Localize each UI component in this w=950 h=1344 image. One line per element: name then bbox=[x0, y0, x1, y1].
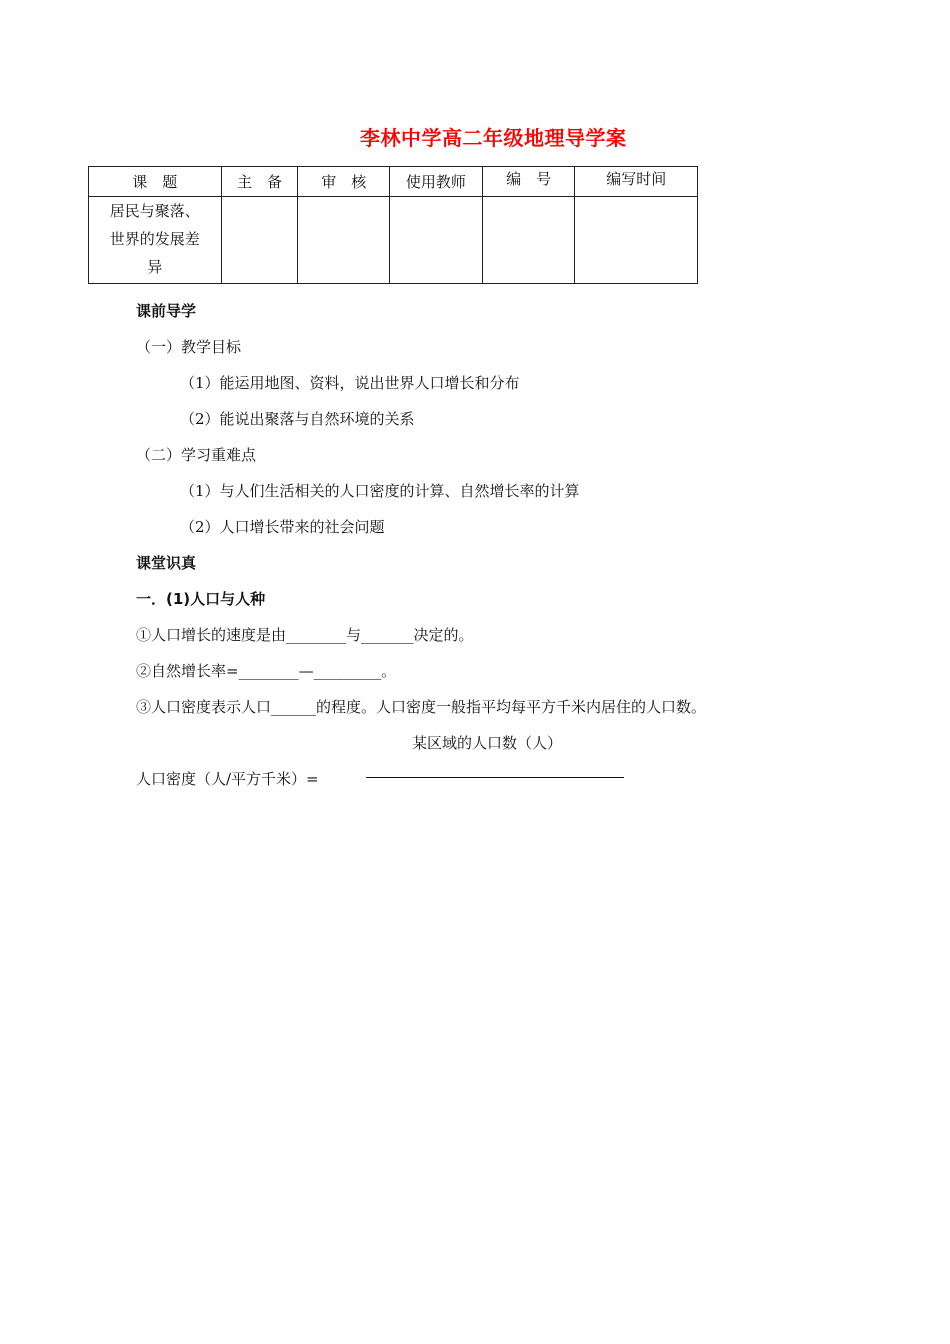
header-topic: 课 题 bbox=[89, 167, 222, 197]
fill-in-item: ②自然增长率=________—_________。 bbox=[136, 662, 397, 680]
header-date: 编写时间 bbox=[575, 167, 698, 197]
header-teacher: 使用教师 bbox=[390, 167, 483, 197]
reviewer-cell bbox=[298, 197, 390, 284]
key-points-heading: （二）学习重难点 bbox=[136, 446, 257, 464]
goal-item: （1）能运用地图、资料，说出世界人口增长和分布 bbox=[180, 374, 520, 392]
density-formula-label: 人口密度（人/平方千米）= bbox=[136, 770, 319, 788]
lead-preparer-cell bbox=[221, 197, 298, 284]
fill-in-item: ③人口密度表示人口______的程度。人口密度一般指平均每平方千米内居住的人口数。 bbox=[136, 698, 707, 716]
part1-heading: 一．(1)人口与人种 bbox=[136, 590, 266, 608]
header-lead-preparer: 主 备 bbox=[221, 167, 298, 197]
section-pre-study: 课前导学 bbox=[136, 302, 197, 320]
fraction-numerator: 某区域的人口数（人） bbox=[412, 734, 563, 752]
key-point-item: （1）与人们生活相关的人口密度的计算、自然增长率的计算 bbox=[180, 482, 580, 500]
key-point-item: （2）人口增长带来的社会问题 bbox=[180, 518, 385, 536]
page-title: 李林中学高二年级地理导学案 bbox=[360, 126, 627, 150]
header-number: 编 号 bbox=[482, 167, 575, 197]
goals-heading: （一）教学目标 bbox=[136, 338, 242, 356]
topic-line: 居民与聚落、 bbox=[109, 202, 200, 220]
teacher-cell bbox=[390, 197, 483, 284]
fill-in-item: ①人口增长的速度是由________与_______决定的。 bbox=[136, 626, 474, 644]
table-row bbox=[89, 197, 698, 284]
topic-cell bbox=[89, 197, 222, 284]
date-cell bbox=[575, 197, 698, 284]
table-header-row bbox=[89, 167, 698, 197]
fraction-bar bbox=[366, 777, 624, 778]
lesson-info-table bbox=[88, 166, 698, 284]
topic-line: 世界的发展差 bbox=[109, 230, 200, 248]
goal-item: （2）能说出聚落与自然环境的关系 bbox=[180, 410, 415, 428]
section-classroom: 课堂识真 bbox=[136, 554, 197, 572]
number-cell bbox=[482, 197, 575, 284]
header-reviewer: 审 核 bbox=[298, 167, 390, 197]
topic-line: 异 bbox=[147, 258, 163, 276]
